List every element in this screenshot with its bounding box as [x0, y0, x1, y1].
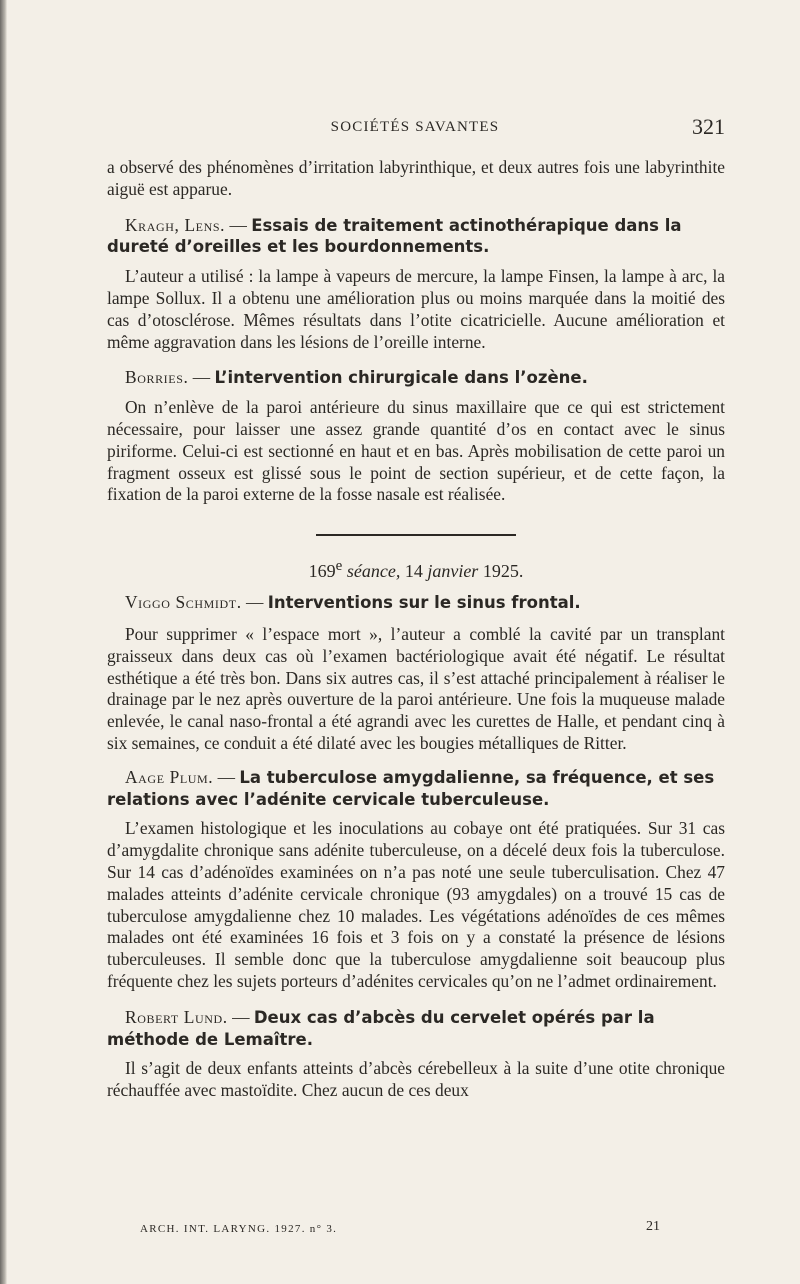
session-month: janvier [427, 561, 479, 582]
heading-dash: — [225, 214, 252, 235]
author-name: Borries. [125, 367, 189, 388]
author-name: Kragh, Lens. [125, 214, 226, 235]
journal-reference: ARCH. INT. LARYNG. 1927. n° 3. [140, 1223, 338, 1235]
session-number: 169 [308, 561, 336, 582]
entry-heading-plum [107, 767, 725, 811]
page-content [107, 157, 725, 1102]
entry-body-borries: On n’enlève de la paroi antérieure du sinus maxillaire que ce qui est strictement nécessaire, pour laisser une assez grande quantité d’os en contact avec le sinus piriforme. Celui-ci est sectionné en haut et en bas. Après mobilisation de cette paroi un fragment osseux est glissé sous le point de section supérieur, et de cette façon, la fixation de la paroi externe de la fosse nasale est réalisée. [107, 397, 725, 505]
entry-body-plum: L’examen histologique et les inoculations au cobaye ont été pratiquées. Sur 31 cas d’amygdalite chronique sans adénite tuberculeuse, on a décelé deux fois la tuberculose. Sur 14 cas d’adénoïdes examinées on n’a pas noté une seule tuberculisation. Chez 47 malades atteints d’adénite cervicale chronique (93 amygdales) on a trouvé 15 cas de tuberculose amygdalienne chez 10 malades. Les végétations adénoïdes de ces mêmes malades ont été examinées 16 fois et 3 fois on y a constaté la présence de lésions tuberculeuses. Il semble donc que la tuberculose amygdalienne soit beaucoup plus fréquente chez les sujets porteurs d’adénites cervicales qu’on ne l’admet ordinairement. [107, 818, 725, 991]
entry-body-lund: Il s’agit de deux enfants atteints d’abcès cérebelleux à la suite d’une otite chronique réchauffée avec mastoïdite. Chez aucun de ces deux [107, 1058, 725, 1101]
heading-dash: — [227, 1006, 254, 1027]
session-ordinal: e [335, 558, 343, 575]
article-title: Deux cas d’abcès du cervelet opérés par la méthode de Lemaître. [107, 1007, 655, 1049]
session-year: 1925. [478, 561, 524, 582]
article-title: La tuberculose amygdalienne, sa fréquence, et ses relations avec l’adénite cervicale tuberculeuse. [107, 767, 715, 809]
entry-heading-kragh [107, 215, 725, 259]
entry-heading-schmidt [107, 592, 725, 614]
heading-dash: — [188, 367, 215, 388]
article-title: Interventions sur le sinus frontal. [267, 593, 581, 613]
heading-dash: — [241, 592, 268, 613]
heading-dash: — [213, 766, 240, 787]
entry-body-schmidt: Pour supprimer « l’espace mort », l’auteur a comblé la cavité par un transplant graisseux dans deux cas où l’examen bactériologique avait été négatif. Le résultat esthétique a été très bon. Dans six autres cas, il s’est attaché principalement à réaliser le drainage par le nez après ouverture de la paroi antérieure. Une fois la muqueuse malade enlevée, le canal naso-frontal a été agrandi avec les curettes de Halle, et pendant cinq à six semaines, ce conduit a été dilaté avec les bougies métalliques de Ritter. [107, 623, 725, 753]
author-name: Aage Plum. [125, 766, 214, 787]
signature-mark: 21 [646, 1219, 660, 1234]
running-title: SOCIÉTÉS SAVANTES [330, 119, 500, 135]
session-day: 14 [400, 561, 428, 582]
article-title: L’intervention chirurgicale dans l’ozène. [214, 368, 588, 388]
intro-paragraph: a observé des phénomènes d’irritation labyrinthique, et deux autres fois une labyrinthite aiguë est apparue. [107, 157, 725, 199]
page-binding-edge [0, 0, 7, 1284]
author-name: Robert Lund. [125, 1006, 228, 1027]
page-header [105, 114, 725, 144]
session-word: séance, [342, 561, 401, 582]
entry-body-kragh: L’auteur a utilisé : la lampe à vapeurs de mercure, la lampe Finsen, la lampe à arc, la lampe Sollux. Il a obtenu une amélioration plus ou moins marquée dans la moitié des cas d’otosclérose. Mêmes résultats dans l’otite cicatricielle. Aucune amélioration et même aggravation dans les lésions de l’oreille interne. [107, 266, 725, 352]
entry-heading-lund [107, 1007, 725, 1051]
author-name: Viggo Schmidt. [125, 592, 242, 613]
page-number: 321 [692, 114, 725, 139]
session-heading [107, 558, 725, 582]
entry-heading-borries [107, 367, 725, 389]
page-footer [140, 1219, 660, 1239]
article-title: Essais de traitement actinothérapique dans la dureté d’oreilles et les bourdonnements. [107, 215, 682, 257]
